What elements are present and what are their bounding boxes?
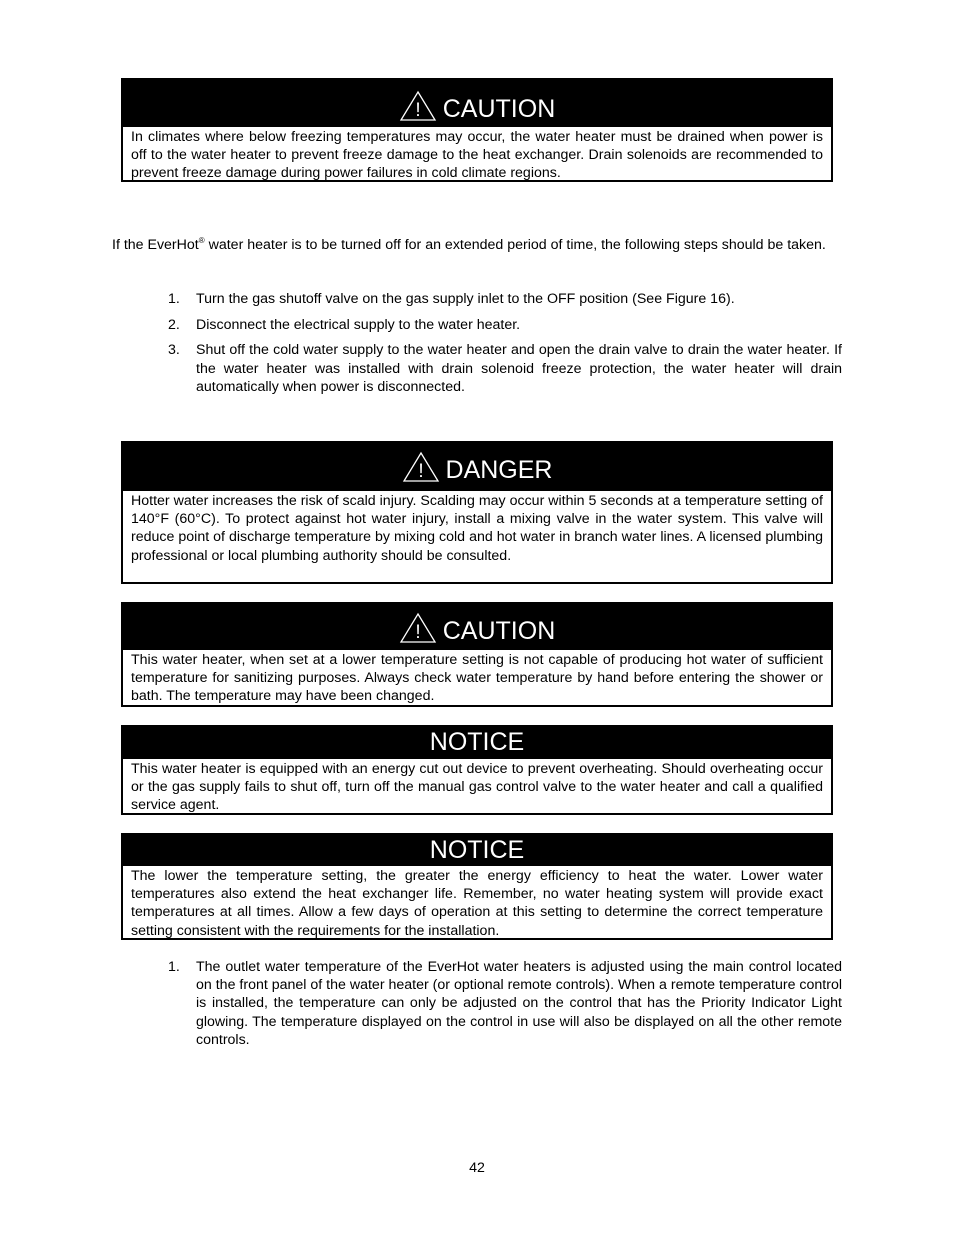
svg-text:!: ! bbox=[417, 461, 424, 482]
list-item: 2. Disconnect the electrical supply to the water heater. bbox=[168, 316, 521, 333]
notice-header bbox=[123, 835, 831, 866]
list-item: 1. The outlet water temperature of the EverHot water heaters is adjusted using the main control located on the front panel of the water heater (or optional remote controls). When a remote temperature control is installed, the temperature can only be adjusted on the control that has the Priority Indicator Light glowing. The temperature displayed on the control in use will also be displayed on all the other remote controls. bbox=[168, 959, 842, 1048]
caution-box bbox=[121, 78, 833, 182]
caution-header bbox=[123, 80, 831, 127]
caution-title: CAUTION bbox=[442, 95, 556, 123]
adjust-steps bbox=[168, 958, 842, 1049]
notice-title: NOTICE bbox=[429, 728, 525, 756]
list-item: 1. Turn the gas shutoff valve on the gas supply inlet to the OFF position (See Figure 16). bbox=[168, 291, 735, 307]
svg-text:!: ! bbox=[415, 622, 421, 643]
caution-text: In climates where below freezing temperatures may occur, the water heater must be drained when power is off to the water heater to prevent freeze damage to the heat exchanger. Drain solenoids are recommended to prevent freeze damage during power failures in cold climate regions. bbox=[131, 129, 823, 182]
warning-triangle-icon bbox=[399, 90, 437, 122]
notice-text: The lower the temperature setting, the greater the energy efficiency to heat the water. Lower water temperatures also extend the heat exchanger life. Remember, no water heating system will provide exact temperatures at all times. Allow a few days of operation at this setting to determine the correct temperature setting consistent with the requirements for the installation. bbox=[131, 868, 823, 939]
notice-title: NOTICE bbox=[429, 836, 525, 864]
shutdown-intro: If the EverHot® water heater is to be turned off for an extended period of time, the following steps should be taken. bbox=[112, 236, 826, 253]
svg-text:!: ! bbox=[415, 100, 421, 121]
registered-mark: ® bbox=[198, 236, 205, 245]
notice-header bbox=[123, 727, 831, 759]
list-item: 3. Shut off the cold water supply to the water heater and open the drain valve to drain the water heater. If the water heater was installed with drain solenoid freeze protection, the water heater will drain automatically when power is disconnected. bbox=[168, 342, 842, 395]
shutdown-steps bbox=[168, 290, 842, 396]
caution-header bbox=[123, 604, 831, 650]
caution-title: CAUTION bbox=[442, 617, 556, 645]
caution-text: This water heater, when set at a lower temperature setting is not capable of producing hot water of sufficient temperature for sanitizing purposes. Always check water temperature by hand before entering the shower or bath. The temperature may have been changed. bbox=[131, 652, 823, 705]
page-number: 42 bbox=[469, 1160, 485, 1176]
warning-triangle-icon bbox=[399, 612, 437, 644]
danger-title: DANGER bbox=[445, 456, 553, 484]
notice-box bbox=[121, 725, 833, 815]
danger-box bbox=[121, 441, 833, 584]
notice-text: This water heater is equipped with an energy cut out device to prevent overheating. Should overheating occur or the gas supply fails to shut off, turn off the manual gas control valve to the water heater and call a qualified service agent. bbox=[131, 761, 823, 814]
caution-box bbox=[121, 602, 833, 707]
notice-box bbox=[121, 833, 833, 940]
warning-triangle-icon bbox=[402, 451, 440, 483]
danger-header bbox=[123, 443, 831, 491]
danger-text: Hotter water increases the risk of scald injury. Scalding may occur within 5 seconds at a temperature setting of 140°F (60°C). To protect against hot water injury, install a mixing valve in the water system. This valve will reduce point of discharge temperature by mixing cold and hot water in branch water lines. A licensed plumbing professional or local plumbing authority should be consulted. bbox=[131, 493, 823, 564]
